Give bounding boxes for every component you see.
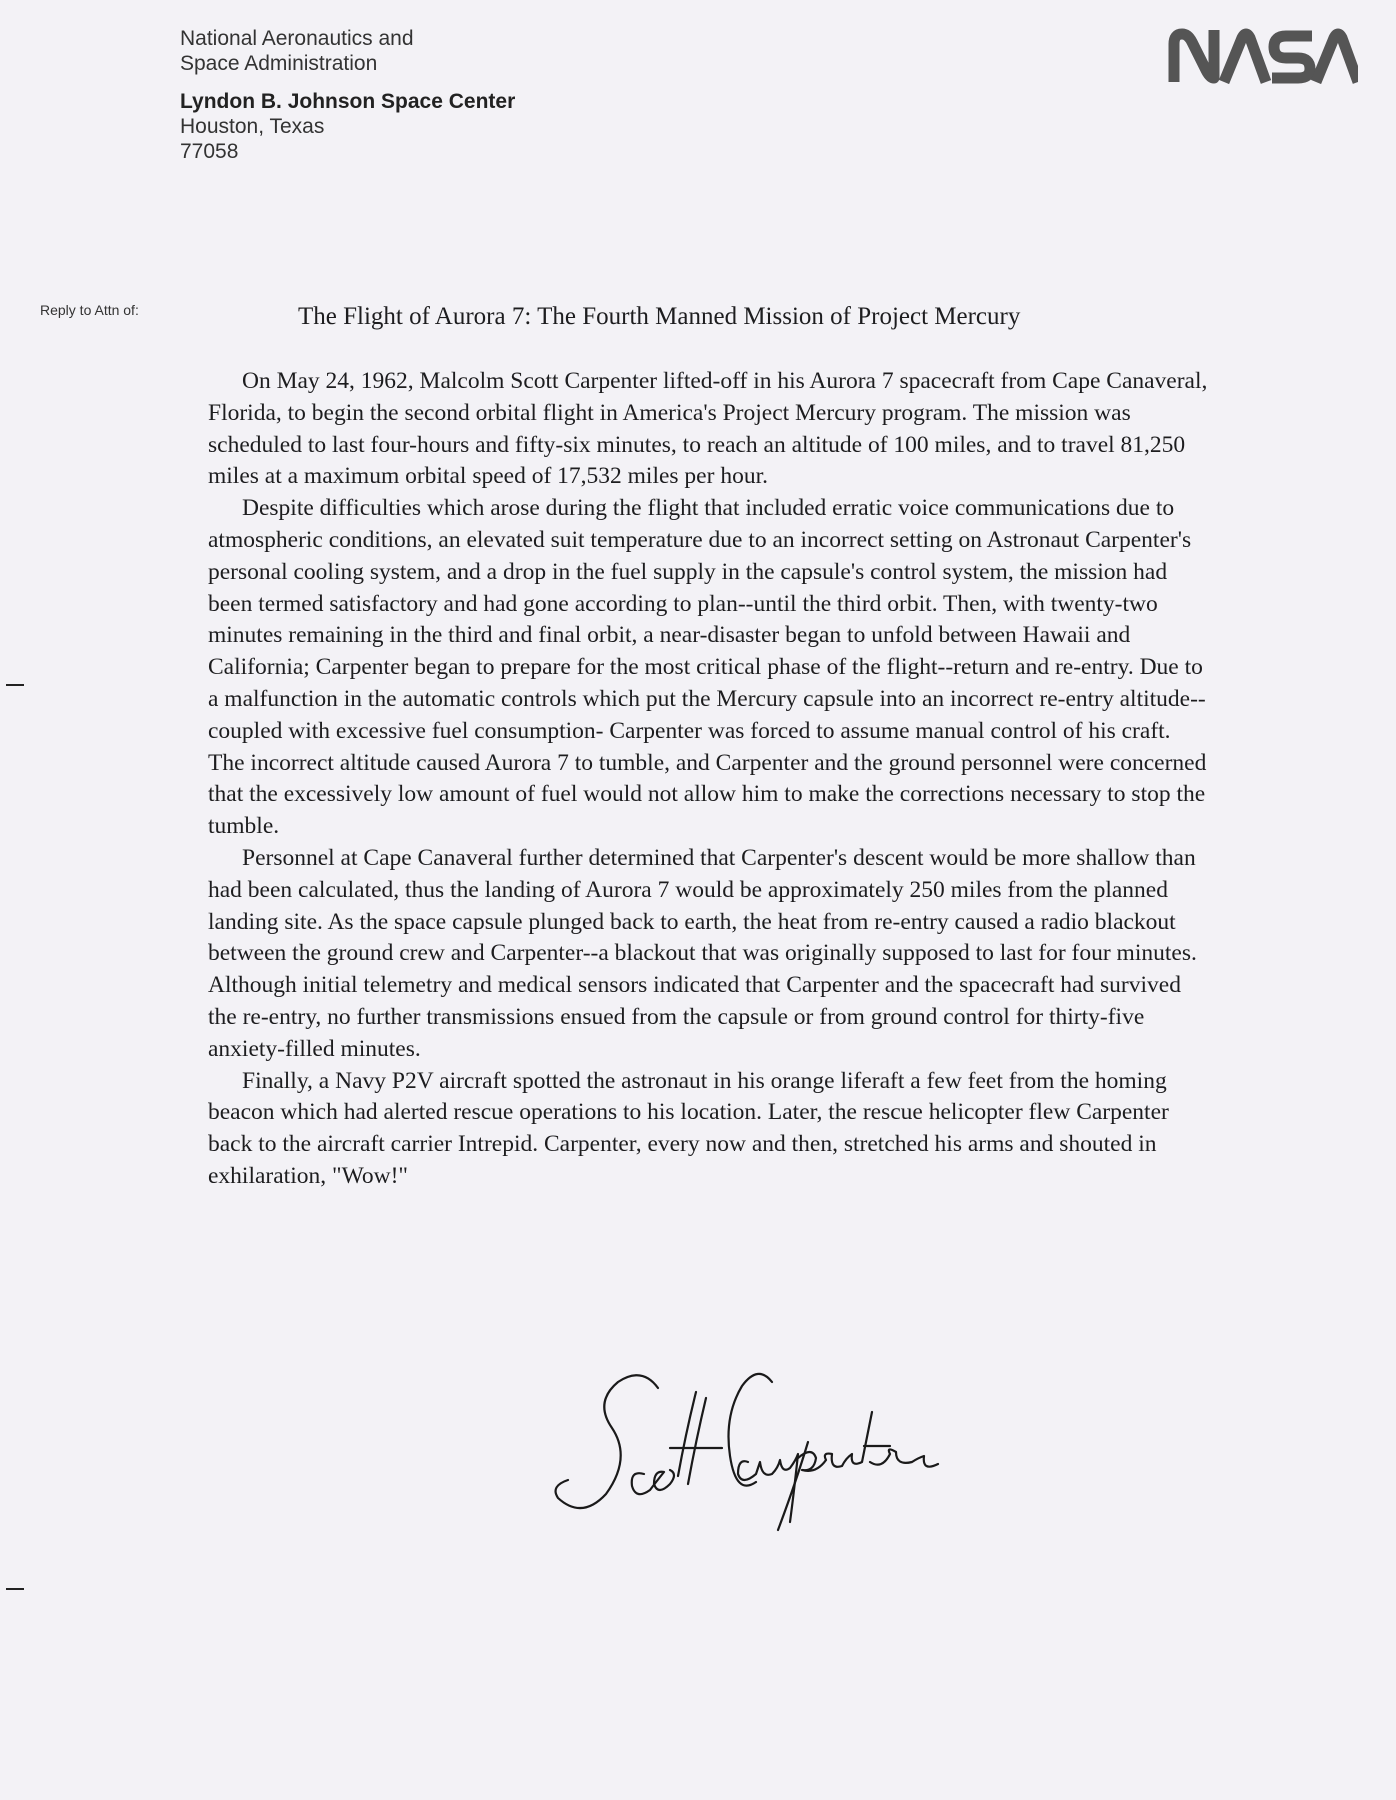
center-name: Lyndon B. Johnson Space Center [180,90,516,113]
margin-tick-upper [6,684,24,686]
paragraph-1: On May 24, 1962, Malcolm Scott Carpenter lifted-off in his Aurora 7 spacecraft from Cape Canaveral, Florida, to begin the second orbital flight in America's Project Mercury program. The mission was scheduled to last four-hours and fifty-six minutes, to reach an altitude of 100 miles, and to travel 81,250 miles at a maximum orbital speed of 17,532 miles per hour. [208,368,1208,490]
reply-to-label: Reply to Attn of: [40,302,139,318]
document-title: The Flight of Aurora 7: The Fourth Manned Mission of Project Mercury [298,303,1021,330]
org-name-line2: Space Administration [180,52,378,75]
center-zip: 77058 [180,140,239,163]
letterhead [180,26,515,164]
center-city: Houston, Texas [180,115,325,138]
letter-body [208,366,1208,1193]
org-name-line1: National Aeronautics and [180,27,414,50]
paragraph-3: Personnel at Cape Canaveral further determined that Carpenter's descent would be more shallow than had been calculated, thus the landing of Aurora 7 would be approximately 250 miles from the planned landing site. As the space capsule plunged back to earth, the heat from re-entry caused a radio blackout between the ground crew and Carpenter--a blackout that was originally supposed to last for four minutes. Although initial telemetry and medical sensors indicated that Carpenter and the spacecraft had survived the re-entry, no further transmissions ensued from the capsule or from ground control for thirty-five anxiety-filled minutes. [208,844,1197,1062]
paragraph-4: Finally, a Navy P2V aircraft spotted the astronaut in his orange liferaft a few feet from the homing beacon which had alerted rescue operations to his location. Later, the rescue helicopter flew Carpenter back to the aircraft carrier Intrepid. Carpenter, every now and then, stretched his arms and shouted in exhilaration, "Wow!" [208,1067,1169,1189]
paragraph-2: Despite difficulties which arose during the flight that included erratic voice communications due to atmospheric conditions, an elevated suit temperature due to an incorrect setting on Astronaut Carpenter's personal cooling system, and a drop in the fuel supply in the capsule's control system, the mission had been termed satisfactory and had gone according to plan--until the third orbit. Then, with twenty-two minutes remaining in the third and final orbit, a near-disaster began to unfold between Hawaii and California; Carpenter began to prepare for the most critical phase of the flight--return and re-entry. Due to a malfunction in the automatic controls which put the Mercury capsule into an incorrect re-entry altitude--coupled with excessive fuel consumption- Carpenter was forced to assume manual control of his craft. The incorrect altitude caused Aurora 7 to tumble, and Carpenter and the ground personnel were concerned that the excessively low amount of fuel would not allow him to make the corrections necessary to stop the tumble. [208,495,1207,840]
margin-tick-lower [6,1588,24,1590]
nasa-logo [1166,28,1358,84]
signature [546,1362,1026,1534]
